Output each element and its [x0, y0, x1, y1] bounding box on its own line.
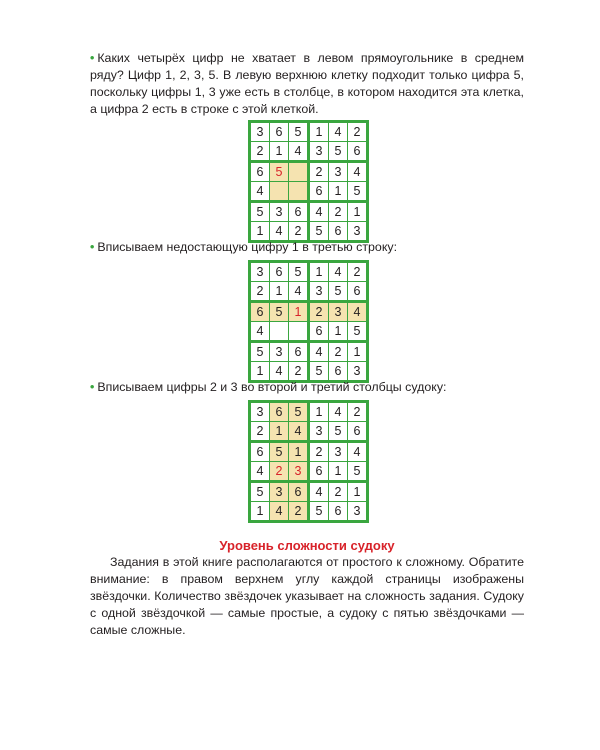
grid-cell: 5 [348, 462, 368, 482]
grid-cell: 5 [270, 162, 289, 182]
grid-cell: 5 [329, 142, 348, 162]
grid-cell: 4 [250, 182, 270, 202]
grid-row [250, 422, 368, 442]
grid-cell: 1 [309, 122, 329, 142]
bullet-icon: • [90, 380, 95, 394]
grid-cell: 5 [289, 402, 309, 422]
grid-cell: 3 [348, 222, 368, 242]
grid-cell: 3 [329, 302, 348, 322]
grid-cell: 1 [348, 482, 368, 502]
grid-cell: 1 [270, 282, 289, 302]
grid-cell: 4 [270, 362, 289, 382]
grid-cell: 4 [289, 282, 309, 302]
grid-cell: 4 [329, 402, 348, 422]
grid-cell: 6 [348, 142, 368, 162]
grid-cell: 2 [250, 422, 270, 442]
grid-cell [270, 182, 289, 202]
grid-cell: 5 [250, 342, 270, 362]
grid-cell: 5 [309, 502, 329, 522]
grid-cell: 4 [270, 502, 289, 522]
grid-cell: 1 [348, 342, 368, 362]
grid-cell: 4 [329, 122, 348, 142]
grid-cell: 3 [329, 442, 348, 462]
instruction-text-1: Каких четырёх цифр не хватает в левом прямоугольнике в среднем ряду? Цифр 1, 2, 3, 5. В левую верхнюю клетку подходит только цифра 5, поскольку цифры 1, 3 уже есть в столбце, в котором находится эта клетка, а цифра 2 есть в строке с этой клеткой. [90, 51, 524, 116]
grid-row [250, 462, 368, 482]
grid-cell: 6 [250, 162, 270, 182]
grid-cell: 1 [250, 502, 270, 522]
grid-cell: 1 [270, 422, 289, 442]
grid-row [250, 302, 368, 322]
grid-cell: 4 [309, 202, 329, 222]
grid-cell: 6 [289, 482, 309, 502]
grid-cell: 6 [309, 462, 329, 482]
grid-cell: 2 [348, 402, 368, 422]
grid-cell: 3 [250, 262, 270, 282]
grid-cell: 1 [289, 302, 309, 322]
grid-cell: 5 [270, 442, 289, 462]
sudoku-grid-1 [248, 120, 369, 243]
instruction-paragraph-3 [90, 379, 524, 396]
grid-row [250, 182, 368, 202]
grid-cell: 3 [348, 502, 368, 522]
grid-cell: 4 [309, 482, 329, 502]
grid-cell: 1 [289, 442, 309, 462]
grid-cell: 4 [289, 422, 309, 442]
grid-cell: 6 [348, 282, 368, 302]
grid-row [250, 282, 368, 302]
grid-cell: 2 [329, 202, 348, 222]
bullet-icon: • [90, 240, 95, 254]
grid-cell: 5 [289, 122, 309, 142]
grid-row [250, 262, 368, 282]
section-heading: Уровень сложности судоку [219, 538, 395, 553]
grid-cell: 5 [289, 262, 309, 282]
grid-row [250, 202, 368, 222]
grid-cell: 6 [309, 182, 329, 202]
grid-row [250, 502, 368, 522]
grid-cell [270, 322, 289, 342]
grid-cell: 1 [250, 222, 270, 242]
grid-cell: 5 [329, 282, 348, 302]
grid-cell: 1 [270, 142, 289, 162]
grid-cell: 1 [309, 402, 329, 422]
bullet-icon: • [90, 51, 95, 65]
grid-cell: 5 [348, 182, 368, 202]
grid-cell [289, 182, 309, 202]
instruction-paragraph-2 [90, 239, 524, 256]
grid-cell [289, 322, 309, 342]
grid-cell: 3 [270, 342, 289, 362]
grid-cell: 6 [289, 342, 309, 362]
grid-cell: 2 [348, 262, 368, 282]
grid-cell: 3 [309, 422, 329, 442]
grid-row [250, 442, 368, 462]
sudoku-grid-2 [248, 260, 369, 383]
grid-cell: 2 [329, 482, 348, 502]
grid-cell: 6 [329, 222, 348, 242]
grid-cell: 5 [250, 202, 270, 222]
grid-cell: 3 [329, 162, 348, 182]
grid-cell: 2 [309, 302, 329, 322]
section-body: Задания в этой книге располагаются от простого к сложному. Обратите внимание: в правом верхнем углу каждой страницы изображены звёздочки. Количество звёздочек указывает на сложность задания. Судоку с одной звёздочкой — самые простые, а судоку с пятью звёздочками — самые сложные. [90, 555, 524, 637]
grid-row [250, 322, 368, 342]
grid-cell: 5 [270, 302, 289, 322]
grid-cell: 6 [329, 502, 348, 522]
grid-cell: 1 [348, 202, 368, 222]
grid-cell: 6 [270, 402, 289, 422]
grid-cell: 4 [348, 442, 368, 462]
grid-cell: 6 [289, 202, 309, 222]
sudoku-grid-3 [248, 400, 369, 523]
grid-cell: 3 [309, 142, 329, 162]
grid-cell: 3 [270, 482, 289, 502]
grid-cell: 4 [270, 222, 289, 242]
grid-cell: 4 [250, 462, 270, 482]
grid-row [250, 142, 368, 162]
grid-cell: 3 [289, 462, 309, 482]
grid-cell: 3 [270, 202, 289, 222]
grid-cell [289, 162, 309, 182]
grid-row [250, 402, 368, 422]
grid-cell: 2 [250, 142, 270, 162]
grid-cell: 6 [270, 262, 289, 282]
grid-cell: 6 [250, 302, 270, 322]
grid-cell: 5 [250, 482, 270, 502]
grid-cell: 5 [329, 422, 348, 442]
grid-row [250, 342, 368, 362]
grid-cell: 2 [309, 442, 329, 462]
instruction-paragraph-1 [90, 50, 524, 118]
grid-cell: 2 [329, 342, 348, 362]
grid-cell: 2 [289, 222, 309, 242]
grid-cell: 3 [348, 362, 368, 382]
grid-cell: 6 [329, 362, 348, 382]
grid-cell: 5 [309, 222, 329, 242]
grid-cell: 3 [250, 122, 270, 142]
grid-cell: 1 [329, 462, 348, 482]
grid-cell: 6 [348, 422, 368, 442]
grid-cell: 5 [309, 362, 329, 382]
grid-cell: 2 [289, 362, 309, 382]
grid-cell: 4 [348, 162, 368, 182]
grid-cell: 4 [289, 142, 309, 162]
grid-cell: 2 [348, 122, 368, 142]
instruction-text-2: Вписываем недостающую цифру 1 в третью строку: [97, 240, 398, 254]
grid-cell: 4 [250, 322, 270, 342]
grid-row [250, 122, 368, 142]
grid-cell: 6 [309, 322, 329, 342]
grid-cell: 2 [270, 462, 289, 482]
grid-cell: 1 [250, 362, 270, 382]
grid-row [250, 482, 368, 502]
grid-cell: 2 [250, 282, 270, 302]
grid-row [250, 162, 368, 182]
grid-cell: 4 [309, 342, 329, 362]
grid-cell: 4 [348, 302, 368, 322]
grid-cell: 2 [289, 502, 309, 522]
grid-cell: 6 [270, 122, 289, 142]
grid-cell: 1 [329, 182, 348, 202]
grid-cell: 5 [348, 322, 368, 342]
grid-cell: 3 [250, 402, 270, 422]
grid-cell: 1 [329, 322, 348, 342]
grid-cell: 1 [309, 262, 329, 282]
grid-cell: 4 [329, 262, 348, 282]
grid-cell: 6 [250, 442, 270, 462]
grid-cell: 3 [309, 282, 329, 302]
instruction-text-3: Вписываем цифры 2 и 3 во второй и третий столбцы судоку: [97, 380, 447, 394]
grid-cell: 2 [309, 162, 329, 182]
